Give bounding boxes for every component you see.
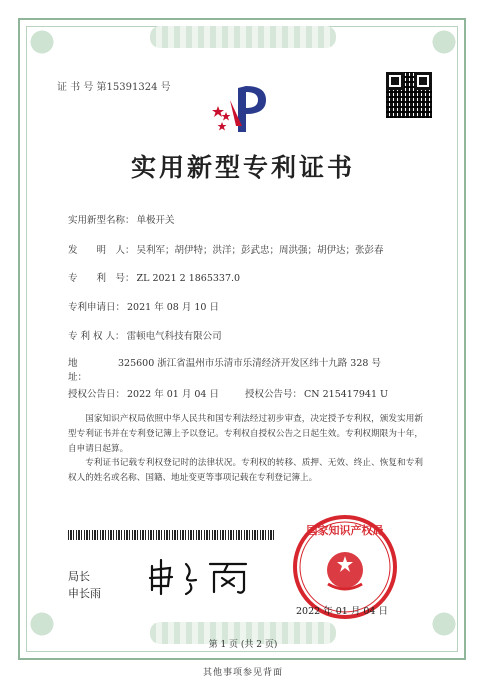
seal-date: 2022 年 01 月 04 日 xyxy=(296,606,388,617)
director-name: 申长雨 xyxy=(68,587,101,600)
field-application-date xyxy=(68,299,219,313)
field-label: 专 利 号： xyxy=(68,273,135,284)
field-label: 专 利 权 人： xyxy=(68,331,125,342)
field-grant-date xyxy=(68,386,219,400)
top-ornament xyxy=(150,26,336,48)
field-value: 325600 浙江省温州市乐清市乐清经济开发区纬十九路 328 号 xyxy=(118,358,381,369)
qr-code xyxy=(386,72,432,118)
statement-paragraph: 国家知识产权局依照中华人民共和国专利法经过初步审查，决定授予专利权，颁发实用新型专利证书并在专利登记簿上予以登记。专利权自授权公告之日起生效。专利权期限为十年，自申请日起算。 xyxy=(68,414,423,454)
statement-paragraph: 专利证书记载专利权登记时的法律状况。专利权的转移、质押、无效、终止、恢复和专利权人的姓名或名称、国籍、地址变更等事项记载在专利登记簿上。 xyxy=(68,458,423,483)
field-value: 吴利军；胡伊特；洪洋；彭武忠；周洪强；胡伊达；张彭春 xyxy=(136,245,384,256)
footer-note: 其他事项参见背面 xyxy=(202,668,283,678)
field-value: CN 215417941 U xyxy=(304,389,389,400)
field-value: 2021 年 08 月 10 日 xyxy=(127,302,219,313)
field-value: 雷顿电气科技有限公司 xyxy=(126,331,222,342)
patent-office-logo xyxy=(208,80,278,138)
field-value: 2022 年 01 月 04 日 xyxy=(127,389,219,400)
certificate-title: 实用新型专利证书 xyxy=(130,153,355,182)
field-utility-model-name xyxy=(68,212,175,226)
field-label: 发 明 人： xyxy=(68,245,135,256)
field-label: 授权公告号： xyxy=(245,389,303,400)
field-value: 单极开关 xyxy=(136,215,175,226)
page-number: 第 1 页 (共 2 页) xyxy=(208,640,278,650)
field-label: 专利申请日： xyxy=(68,302,126,313)
field-grant-number xyxy=(245,386,388,400)
field-patent-number xyxy=(68,270,240,284)
field-patentee xyxy=(68,328,222,342)
director-title: 局长 xyxy=(68,570,90,583)
director-block xyxy=(68,568,101,602)
field-label: 地 址： xyxy=(68,358,107,383)
barcode xyxy=(68,530,276,540)
corner-ornament xyxy=(22,22,62,62)
field-value: ZL 2021 2 1865337.0 xyxy=(136,273,241,284)
certificate-number: 证 书 号 第15391324 号 xyxy=(57,82,171,93)
field-address xyxy=(68,357,398,385)
seal-text: 国家知识产权局 xyxy=(306,524,384,537)
field-label: 授权公告日： xyxy=(68,389,126,400)
corner-ornament xyxy=(424,22,464,62)
field-label: 实用新型名称： xyxy=(68,215,135,226)
field-inventors xyxy=(68,242,384,256)
director-signature xyxy=(146,556,256,596)
